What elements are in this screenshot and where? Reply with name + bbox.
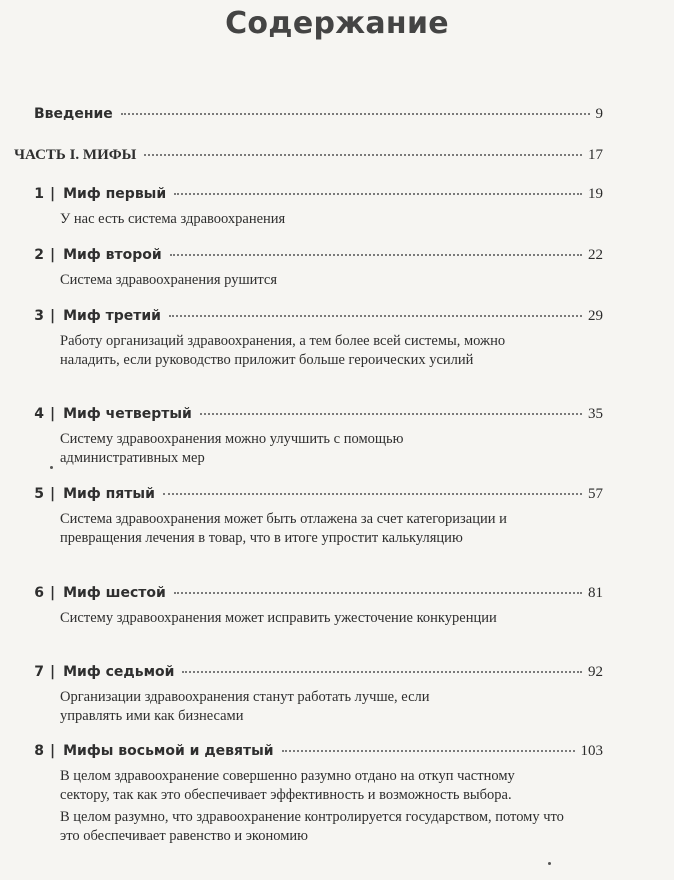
chapter-number: 8 bbox=[34, 743, 44, 759]
toc-entry-description bbox=[60, 688, 490, 726]
toc-entry-description bbox=[60, 332, 560, 370]
toc-page-number: 17 bbox=[588, 147, 603, 163]
description-text: В целом здравоохранение совершенно разумно отдано на откуп частному сектору, так как это обеспечивает эффективность и возможность выбора. bbox=[60, 768, 515, 803]
toc-entry-myth-5[interactable] bbox=[30, 486, 603, 503]
toc-entry-label: ЧАСТЬ I. МИФЫ bbox=[14, 147, 137, 163]
toc-page-number: 57 bbox=[588, 486, 603, 502]
toc-entry-myth-8[interactable] bbox=[30, 743, 603, 760]
toc-page-number: 35 bbox=[588, 406, 603, 422]
chapter-number: 2 bbox=[34, 247, 44, 263]
toc-entry-label: Миф третий bbox=[63, 308, 161, 324]
chapter-number: 5 bbox=[34, 486, 44, 502]
toc-entry-label: Миф второй bbox=[63, 247, 162, 263]
separator: | bbox=[50, 247, 56, 263]
separator: | bbox=[50, 186, 56, 202]
print-speck bbox=[548, 862, 551, 865]
toc-entry-label: Миф четвертый bbox=[63, 406, 192, 422]
toc-entry-myth-3[interactable] bbox=[30, 308, 603, 325]
description-text: У нас есть система здравоохранения bbox=[60, 211, 286, 227]
description-text: Система здравоохранения может быть отлажена за счет категоризации и превращения лечения в товар, что в итоге упростит калькуляцию bbox=[60, 511, 507, 546]
description-text: Систему здравоохранения можно улучшить с помощью административных мер bbox=[60, 431, 404, 466]
toc-entry-description bbox=[60, 271, 600, 290]
toc-entry-description bbox=[60, 609, 500, 628]
toc-page-number: 29 bbox=[588, 308, 603, 324]
toc-entry-label: Миф первый bbox=[63, 186, 167, 202]
dot-leader bbox=[144, 153, 582, 156]
dot-leader bbox=[174, 192, 582, 195]
dot-leader bbox=[200, 412, 582, 415]
toc-entry-myth-7[interactable] bbox=[30, 664, 603, 681]
toc-entry-description bbox=[60, 210, 600, 229]
separator: | bbox=[50, 743, 56, 759]
dot-leader bbox=[121, 112, 590, 115]
toc-page-number: 92 bbox=[588, 664, 603, 680]
separator: | bbox=[50, 308, 56, 324]
dot-leader bbox=[282, 749, 575, 752]
toc-entry-label: Миф седьмой bbox=[63, 664, 175, 680]
page-title: Содержание bbox=[225, 6, 449, 41]
separator: | bbox=[50, 486, 56, 502]
toc-entry-myth-2[interactable] bbox=[30, 247, 603, 264]
toc-entry-introduction[interactable] bbox=[34, 106, 603, 123]
dot-leader bbox=[182, 670, 582, 673]
toc-entry-description bbox=[60, 430, 480, 468]
toc-entry-description bbox=[60, 510, 530, 548]
description-text: Организации здравоохранения станут работать лучше, если управлять ими как бизнесами bbox=[60, 689, 430, 724]
toc-entry-description bbox=[60, 767, 565, 846]
toc-entry-part-one[interactable] bbox=[14, 147, 603, 164]
toc-entry-myth-4[interactable] bbox=[30, 406, 603, 423]
chapter-number: 7 bbox=[34, 664, 44, 680]
chapter-number: 3 bbox=[34, 308, 44, 324]
toc-entry-myth-1[interactable] bbox=[30, 186, 603, 203]
description-text: Работу организаций здравоохранения, а тем более всей системы, можно наладить, если руководство приложит больше героических усилий bbox=[60, 333, 506, 368]
toc-entry-label: Миф шестой bbox=[63, 585, 166, 601]
toc-entry-label: Миф пятый bbox=[63, 486, 155, 502]
toc-page-number: 22 bbox=[588, 247, 603, 263]
toc-page-number: 19 bbox=[588, 186, 603, 202]
dot-leader bbox=[163, 492, 582, 495]
dot-leader bbox=[170, 253, 582, 256]
toc-entry-label: Мифы восьмой и девятый bbox=[63, 743, 274, 759]
separator: | bbox=[50, 664, 56, 680]
dot-leader bbox=[169, 314, 582, 317]
toc-page-number: 81 bbox=[588, 585, 603, 601]
toc-entry-label: Введение bbox=[34, 106, 113, 122]
toc-page-number: 103 bbox=[580, 743, 603, 759]
dot-leader bbox=[174, 591, 582, 594]
chapter-number: 6 bbox=[34, 585, 44, 601]
description-text: Система здравоохранения рушится bbox=[60, 272, 277, 288]
toc-page-number: 9 bbox=[595, 106, 603, 122]
chapter-number: 4 bbox=[34, 406, 44, 422]
description-text: Систему здравоохранения может исправить ужесточение конкуренции bbox=[60, 610, 497, 626]
toc-entry-myth-6[interactable] bbox=[30, 585, 603, 602]
separator: | bbox=[50, 406, 56, 422]
separator: | bbox=[50, 585, 56, 601]
print-speck bbox=[50, 466, 53, 469]
description-text: В целом разумно, что здравоохранение контролируется государством, потому что это обеспечивает равенство и экономию bbox=[60, 809, 564, 844]
chapter-number: 1 bbox=[34, 186, 44, 202]
